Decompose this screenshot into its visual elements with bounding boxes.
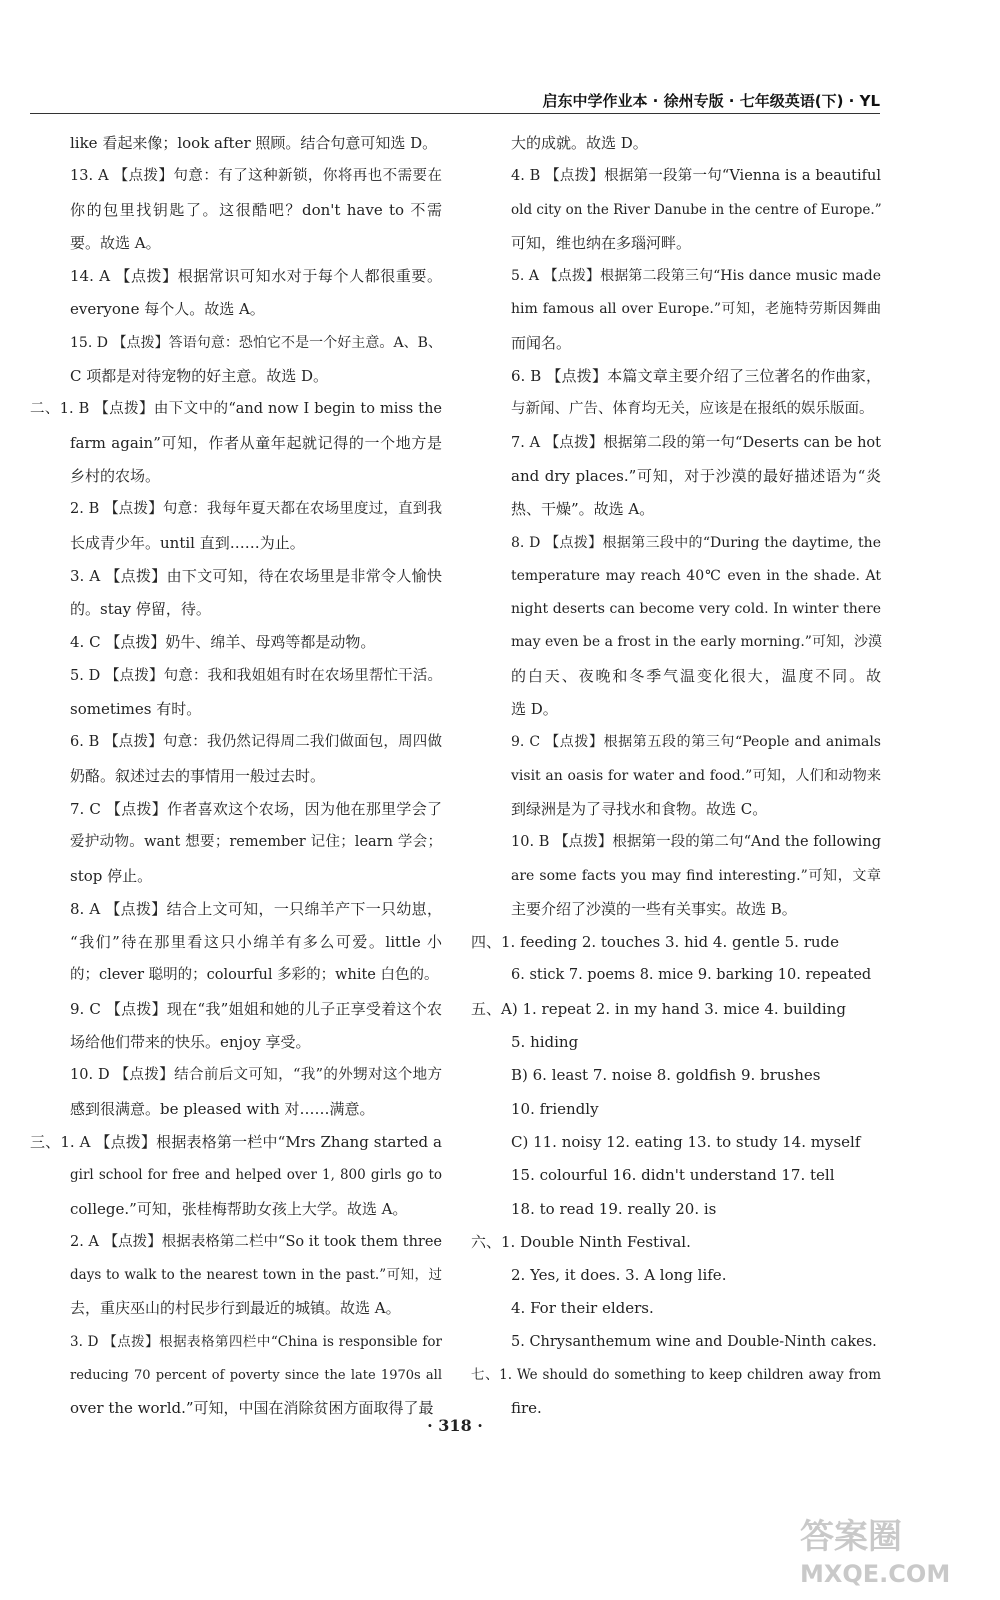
answer-line: 热、干燥”。故选 A。 (511, 500, 655, 519)
right-entry (471, 160, 881, 260)
answer-line: 二、1. B 【点拨】由下文中的“and now I begin to miss the (30, 401, 442, 418)
answer-line: 选 D。 (511, 700, 558, 719)
answer-line: 七、1. We should do something to keep children away from (471, 1366, 881, 1383)
answer-line: old city on the River Danube in the centre of Europe.” (511, 201, 882, 218)
answer-line: 奶酪。叙述过去的事情用一般过去时。 (70, 766, 326, 785)
right-entry (471, 1226, 881, 1259)
answer-line: 5. D 【点拨】句意：我和我姐姐有时在农场里帮忙干活。 (70, 667, 442, 684)
answer-line: 8. D 【点拨】根据第三段中的“During the daytime, the (511, 534, 881, 551)
answer-line: farm again”可知，作者从童年起就记得的一个地方是 (70, 433, 442, 452)
answer-line: 10. B 【点拨】根据第一段的第二句“And the following (511, 834, 881, 851)
answer-line: 去，重庆巫山的村民步行到最近的城镇。故选 A。 (70, 1299, 401, 1318)
answer-line: 主要介绍了沙漠的一些有关事实。故选 B。 (511, 899, 797, 918)
answer-line: 2. Yes, it does. 3. A long life. (511, 1266, 727, 1285)
left-entry (30, 793, 442, 893)
left-entry (30, 1126, 442, 1226)
right-entry (471, 1292, 881, 1325)
left-entry (30, 893, 442, 993)
right-entry (471, 726, 881, 826)
answer-line: 3. D 【点拨】根据表格第四栏中“China is responsible for (70, 1333, 442, 1350)
header-rule (30, 113, 880, 114)
answer-line: 15. colourful 16. didn't understand 17. tell (511, 1166, 835, 1185)
answer-line: 感到很满意。be pleased with 对……满意。 (70, 1099, 375, 1118)
answer-line: reducing 70 percent of poverty since the late 1970s all (70, 1367, 442, 1383)
answer-line: 6. B 【点拨】句意：我仍然记得周二我们做面包，周四做 (70, 734, 442, 751)
answer-line: stop 停止。 (70, 866, 153, 885)
right-entry (471, 427, 881, 527)
answer-line: 三、1. A 【点拨】根据表格第一栏中“Mrs Zhang started a (30, 1132, 442, 1151)
right-entry (471, 993, 881, 1026)
answer-line: 到绿洲是为了寻找水和食物。故选 C。 (511, 799, 768, 818)
left-entry (30, 726, 442, 793)
answer-line: are some facts you may find interesting.”可知，文章 (511, 867, 881, 884)
answer-line: 场给他们带来的快乐。enjoy 享受。 (70, 1033, 311, 1052)
left-entry (30, 127, 442, 160)
answer-line: 2. A 【点拨】根据表格第二栏中“So it took them three (70, 1233, 442, 1250)
answer-line: over the world.”可知，中国在消除贫困方面取得了最 (70, 1399, 434, 1418)
right-entry (471, 260, 881, 360)
answer-line: B) 6. least 7. noise 8. goldfish 9. brushes (511, 1066, 821, 1085)
watermark-logo (780, 1510, 980, 1590)
left-entry (30, 327, 442, 394)
answer-line: may even be a frost in the early morning.”可知，沙漠 (511, 634, 882, 651)
answer-line: 18. to read 19. really 20. is (511, 1199, 717, 1218)
answer-line: like 看起来像；look after 照顾。结合句意可知选 D。 (70, 134, 438, 152)
answer-line: 2. B 【点拨】句意：我每年夏天都在农场里度过，直到我 (70, 501, 442, 518)
left-entry (30, 393, 442, 493)
answer-line: sometimes 有时。 (70, 700, 202, 719)
answer-line: 15. D 【点拨】答语句意：恐怕它不是一个好主意。A、B、 (70, 334, 442, 351)
answer-line: 9. C 【点拨】根据第五段的第三句“People and animals (511, 734, 881, 751)
right-entry (471, 1126, 881, 1159)
right-entry (471, 1026, 881, 1059)
left-entry (30, 1059, 442, 1126)
left-entry (30, 560, 442, 627)
answer-line: 4. For their elders. (511, 1299, 654, 1318)
answer-line: fire. (511, 1399, 542, 1418)
right-entry (471, 959, 881, 992)
answer-line: 4. C 【点拨】奶牛、绵羊、母鸡等都是动物。 (70, 633, 376, 652)
right-entry (471, 1059, 881, 1092)
right-entry (471, 1159, 881, 1192)
answer-line: girl school for free and helped over 1, 800 girls go to (70, 1167, 442, 1184)
left-entry (30, 1326, 442, 1426)
page-number: · 318 · (427, 1416, 483, 1435)
answer-line: 8. A 【点拨】结合上文可知，一只绵羊产下一只幼崽， (70, 899, 442, 918)
answer-line: 与新闻、广告、体育均无关，应该是在报纸的娱乐版面。 (511, 401, 874, 418)
answer-line: 6. stick 7. poems 8. mice 9. barking 10. repeated (511, 967, 872, 984)
answer-line: 爱护动物。want 想要；remember 记住；learn 学会； (70, 834, 442, 851)
right-entry (471, 527, 881, 727)
answer-line: 长成青少年。until 直到……为止。 (70, 533, 305, 552)
left-column (30, 127, 442, 1426)
answer-line: 可知，维也纳在多瑙河畔。 (511, 233, 692, 252)
answer-line: 13. A 【点拨】句意：有了这种新锁，你将再也不需要在 (70, 168, 442, 185)
answer-line: temperature may reach 40℃ even in the shade. At (511, 567, 881, 584)
right-entry (471, 1326, 881, 1359)
answer-line: “我们”待在那里看这只小绵羊有多么可爱。little 小 (70, 933, 442, 952)
left-entry (30, 493, 442, 560)
answer-line: 的；clever 聪明的；colourful 多彩的；white 白色的。 (70, 967, 439, 984)
answer-line: 3. A 【点拨】由下文可知，待在农场里是非常令人愉快 (70, 566, 442, 585)
answer-line: 你的包里找钥匙了。这很酷吧？don't have to 不需 (70, 200, 442, 219)
watermark-cn: 答案圈 (800, 1517, 902, 1557)
answer-line: him famous all over Europe.”可知，老施特劳斯因舞曲 (511, 301, 881, 318)
answer-line: 7. C 【点拨】作者喜欢这个农场，因为他在那里学会了 (70, 799, 442, 818)
left-entry (30, 993, 442, 1060)
right-entry (471, 127, 881, 160)
left-entry (30, 660, 442, 727)
answer-line: 的白天、夜晚和冬季气温变化很大，温度不同。故 (511, 666, 881, 685)
answer-line: visit an oasis for water and food.”可知，人们和动物来 (511, 767, 881, 784)
answer-line: night deserts can become very cold. In winter there (511, 601, 881, 618)
right-entry (471, 360, 881, 427)
answer-line: 六、1. Double Ninth Festival. (471, 1232, 691, 1251)
left-entry (30, 260, 442, 327)
answer-line: 5. A 【点拨】根据第二段第三句“His dance music made (511, 268, 881, 285)
answer-line: 5. hiding (511, 1033, 579, 1052)
answer-line: 五、A) 1. repeat 2. in my hand 3. mice 4. building (471, 999, 846, 1018)
answer-line: C 项都是对待宠物的好主意。故选 D。 (70, 367, 329, 386)
answer-line: 9. C 【点拨】现在“我”姐姐和她的儿子正享受着这个农 (70, 999, 442, 1018)
left-entry (30, 1226, 442, 1326)
answer-line: 的。stay 停留，待。 (70, 600, 211, 619)
running-header: 启东中学作业本 · 徐州专版 · 七年级英语(下) · YL (542, 92, 880, 110)
answer-line: 四、1. feeding 2. touches 3. hid 4. gentle 5. rude (471, 933, 840, 952)
answer-line: 而闻名。 (511, 333, 572, 352)
right-entry (471, 1259, 881, 1292)
watermark-en: MXQE.COM (800, 1560, 951, 1588)
answer-line: 要。故选 A。 (70, 233, 161, 252)
answer-line: 14. A 【点拨】根据常识可知水对于每个人都很重要。 (70, 267, 442, 286)
right-entry (471, 826, 881, 926)
answer-line: everyone 每个人。故选 A。 (70, 300, 265, 319)
answer-line: C) 11. noisy 12. eating 13. to study 14. myself (511, 1132, 861, 1151)
answer-line: and dry places.”可知，对于沙漠的最好描述语为“炎 (511, 466, 881, 485)
left-entry (30, 626, 442, 659)
answer-line: 乡村的农场。 (70, 466, 161, 485)
answer-line: college.”可知，张桂梅帮助女孩上大学。故选 A。 (70, 1199, 408, 1218)
answer-line: 10. D 【点拨】结合前后文可知，“我”的外甥对这个地方 (70, 1067, 442, 1084)
answer-line: days to walk to the nearest town in the past.”可知，过 (70, 1267, 442, 1284)
left-entry (30, 160, 442, 260)
right-entry (471, 926, 881, 959)
right-entry (471, 1193, 881, 1226)
right-column (471, 127, 881, 1426)
answer-line: 6. B 【点拨】本篇文章主要介绍了三位著名的作曲家， (511, 367, 881, 386)
answer-line: 7. A 【点拨】根据第二段的第一句“Deserts can be hot (511, 434, 881, 451)
answer-line: 大的成就。故选 D。 (511, 134, 648, 152)
right-entry (471, 1093, 881, 1126)
answer-line: 10. friendly (511, 1099, 599, 1118)
answer-line: 4. B 【点拨】根据第一段第一句“Vienna is a beautiful (511, 168, 881, 185)
answer-line: 5. Chrysanthemum wine and Double-Ninth cakes. (511, 1333, 877, 1350)
